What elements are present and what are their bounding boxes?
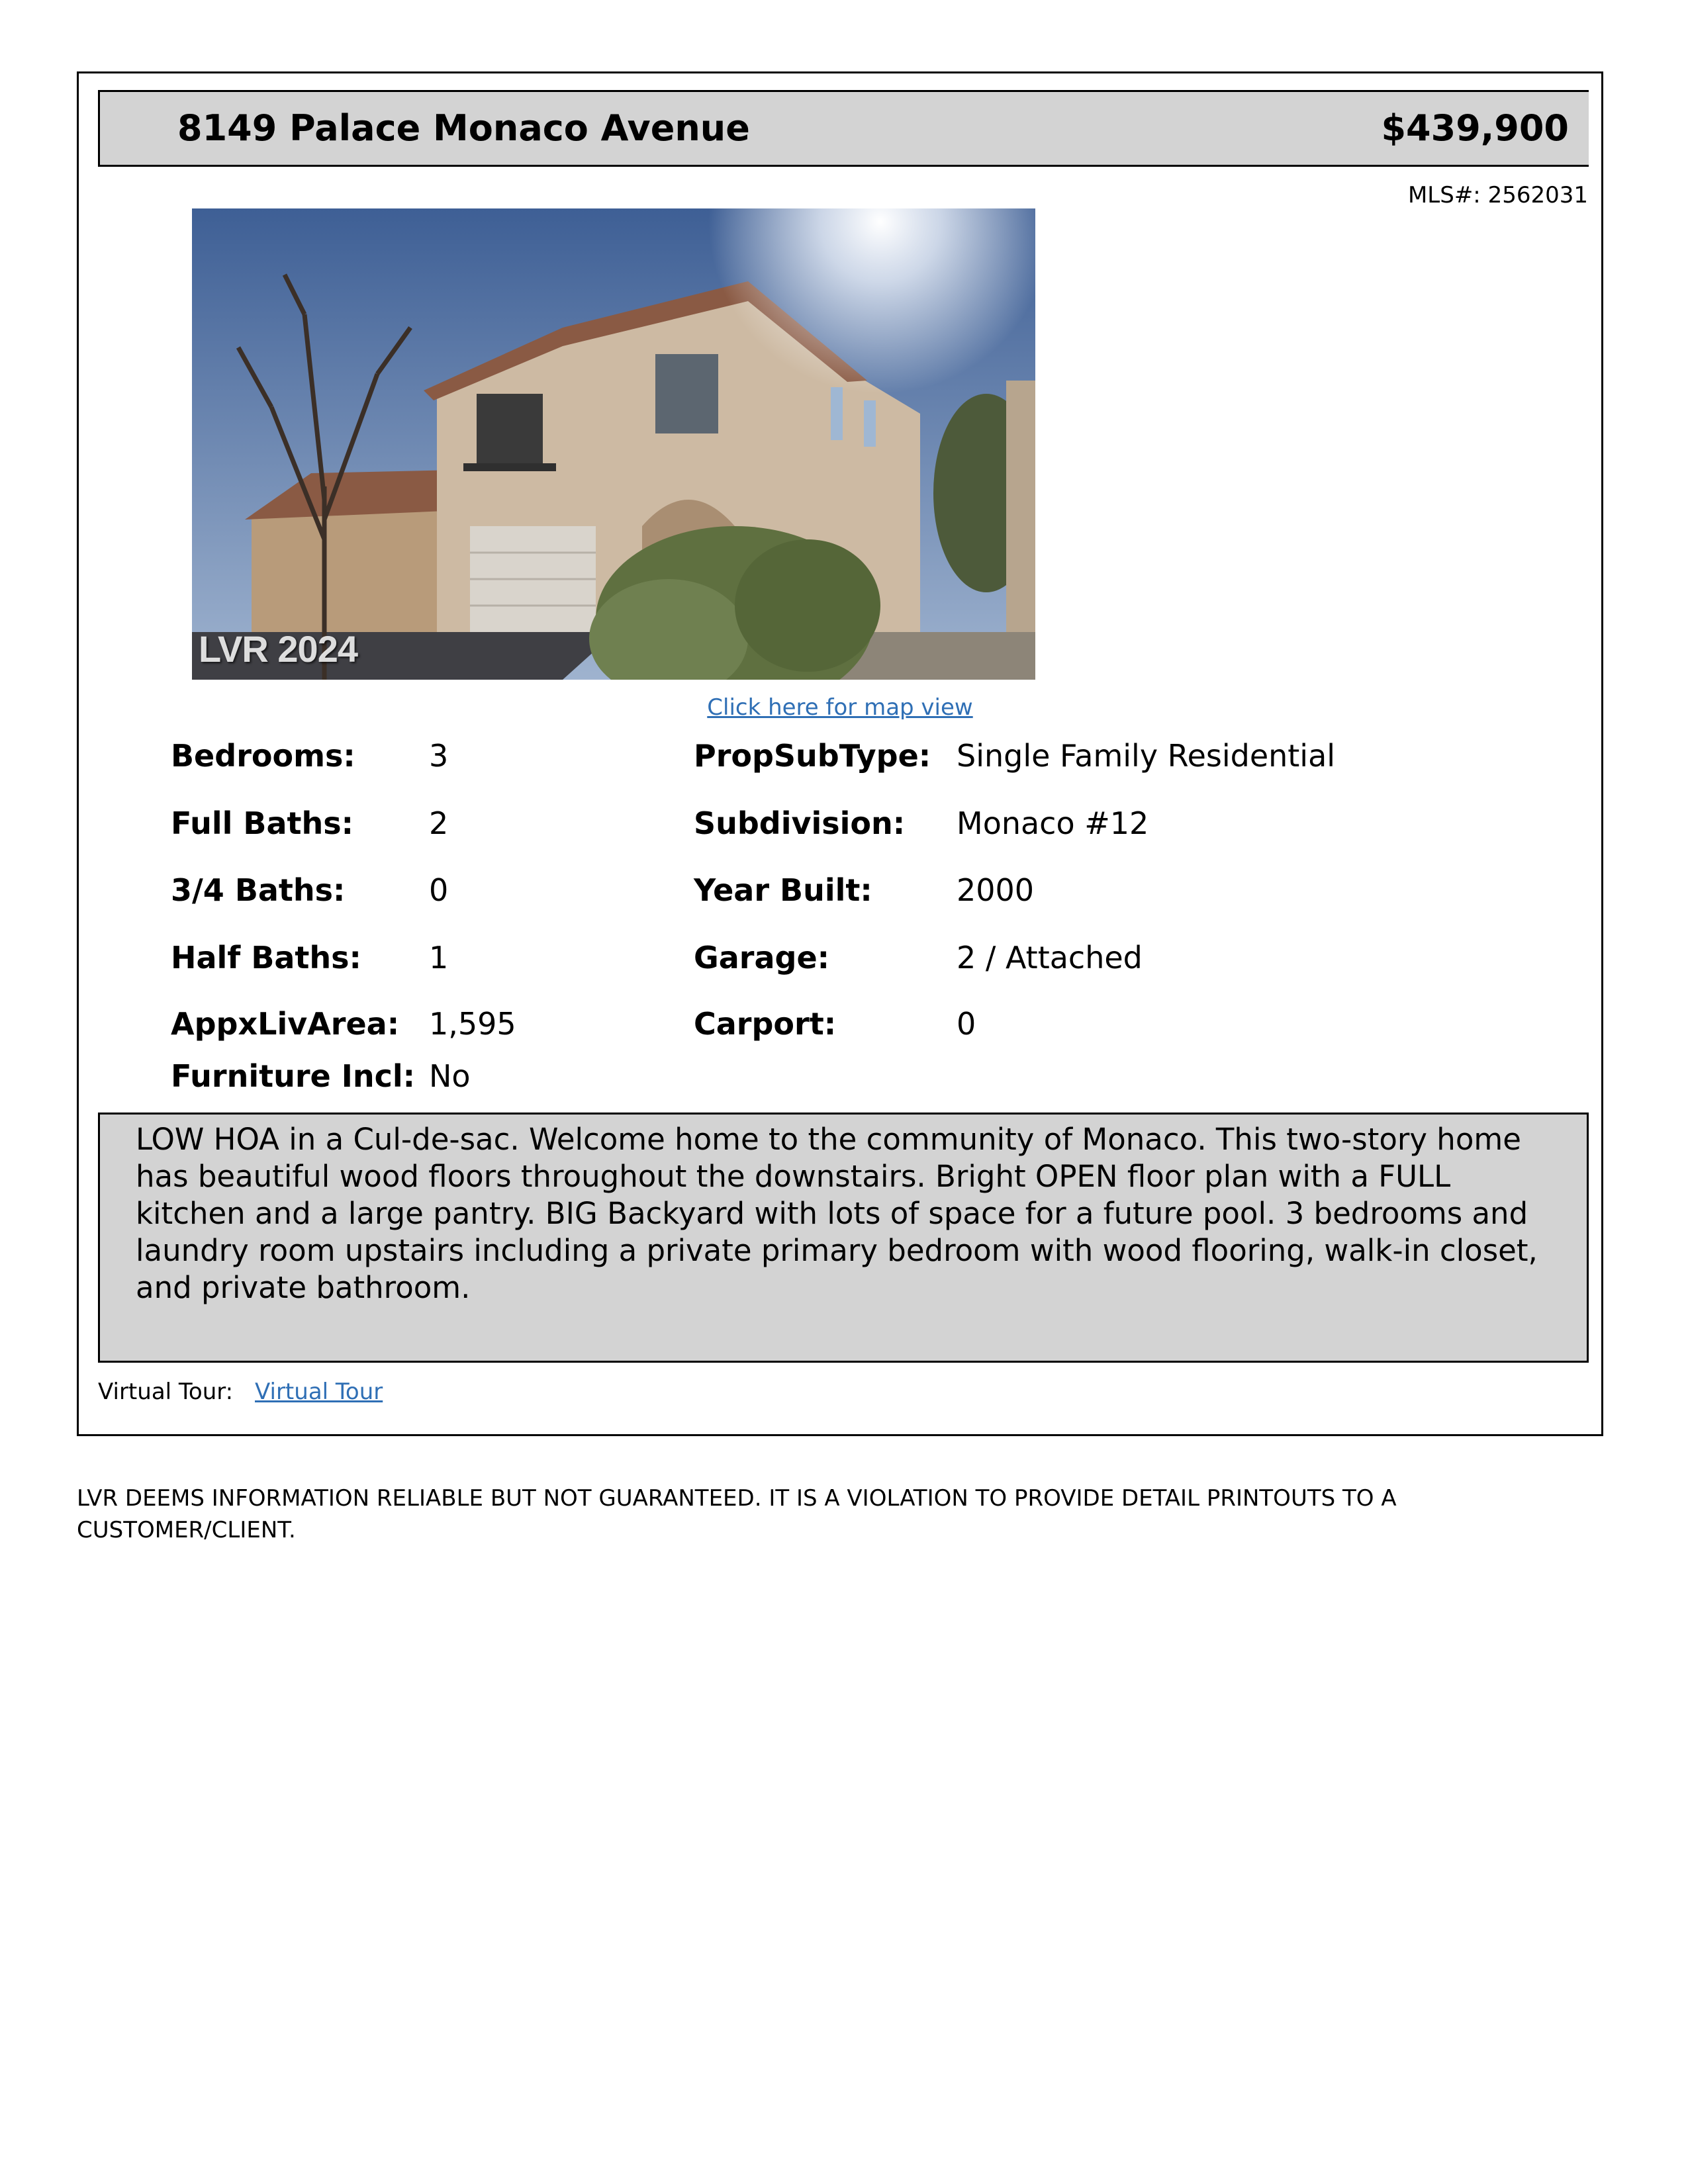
fact-label-carport: Carport: xyxy=(694,1006,837,1042)
fact-value-furniture: No xyxy=(429,1058,471,1094)
fact-label-subdivision: Subdivision: xyxy=(694,805,906,841)
fact-label-three-quarter-baths: 3/4 Baths: xyxy=(171,872,346,908)
fact-value-year-built: 2000 xyxy=(957,872,1035,908)
fact-label-prop-subtype: PropSubType: xyxy=(694,738,931,774)
map-view-link[interactable]: Click here for map view xyxy=(707,694,973,721)
fact-value-garage: 2 / Attached xyxy=(957,940,1143,976)
fact-value-subdivision: Monaco #12 xyxy=(957,805,1149,841)
fact-value-half-baths: 1 xyxy=(429,940,449,976)
fact-label-furniture: Furniture Incl: xyxy=(171,1058,416,1094)
fact-label-year-built: Year Built: xyxy=(694,872,872,908)
fact-label-living-area: AppxLivArea: xyxy=(171,1006,400,1042)
fact-value-carport: 0 xyxy=(957,1006,976,1042)
mls-number: MLS#: 2562031 xyxy=(1407,182,1588,208)
listing-address: 8149 Palace Monaco Avenue xyxy=(177,107,750,149)
property-photo[interactable] xyxy=(192,208,1035,680)
fact-value-prop-subtype: Single Family Residential xyxy=(957,738,1336,774)
listing-card xyxy=(77,71,1603,1436)
virtual-tour-link[interactable]: Virtual Tour xyxy=(255,1379,383,1405)
fact-label-full-baths: Full Baths: xyxy=(171,805,354,841)
fact-value-full-baths: 2 xyxy=(429,805,449,841)
fact-value-three-quarter-baths: 0 xyxy=(429,872,449,908)
fact-label-garage: Garage: xyxy=(694,940,830,976)
house-photo-illustration xyxy=(192,208,1035,680)
fact-value-bedrooms: 3 xyxy=(429,738,449,774)
listing-price: $439,900 xyxy=(1381,107,1569,149)
disclaimer: LVR DEEMS INFORMATION RELIABLE BUT NOT GUARANTEED. IT IS A VIOLATION TO PROVIDE DETAIL PRINTOUTS TO A CUSTOMER/CLIENT. xyxy=(77,1485,1397,1543)
fact-value-living-area: 1,595 xyxy=(429,1006,516,1042)
virtual-tour-label: Virtual Tour: xyxy=(98,1379,234,1405)
fact-label-bedrooms: Bedrooms: xyxy=(171,738,355,774)
listing-header xyxy=(98,90,1589,167)
fact-label-half-baths: Half Baths: xyxy=(171,940,361,976)
property-remarks: LOW HOA in a Cul-de-sac. Welcome home to the community of Monaco. This two-story home has beautiful wood floors throughout the downstairs. Bright OPEN floor plan with a FULL kitchen and a large pantry. BIG Backyard with lots of space for a future pool. 3 bedrooms and laundry room upstairs including a private primary bedroom with wood flooring, walk-in closet, and private bathroom. xyxy=(98,1113,1589,1363)
photo-watermark: LVR 2024 xyxy=(199,628,357,670)
